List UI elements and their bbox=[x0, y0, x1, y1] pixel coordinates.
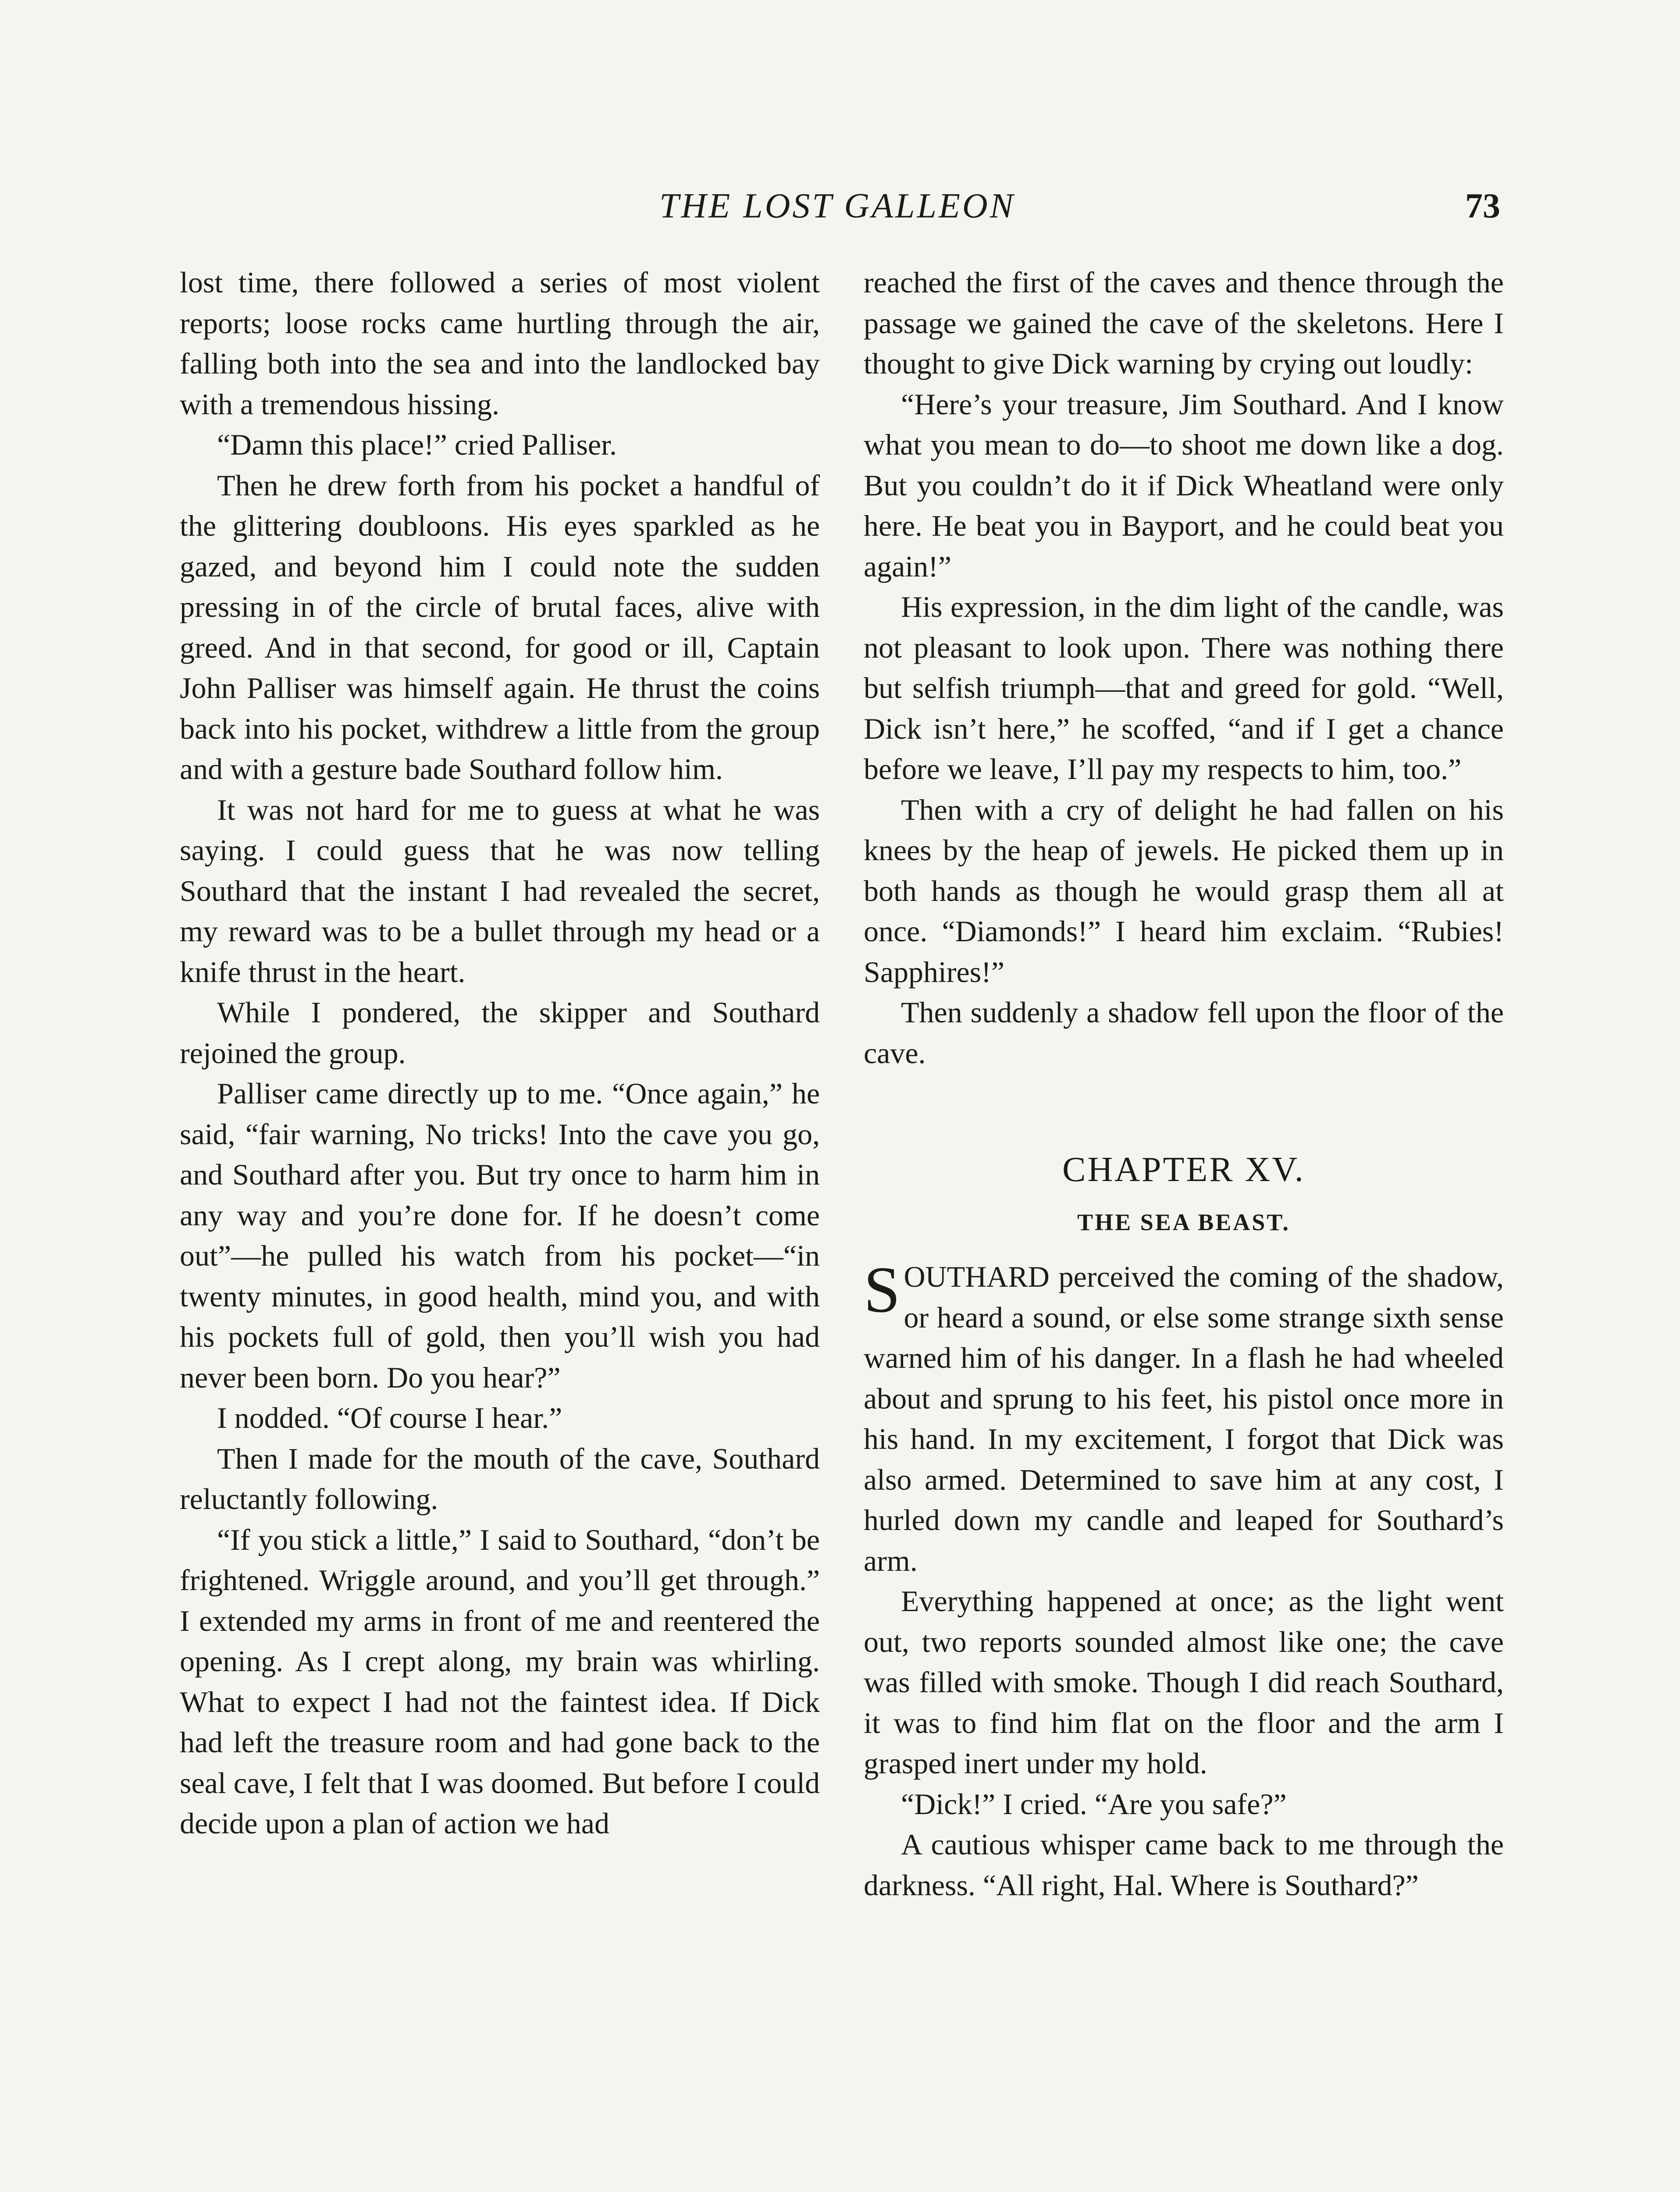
paragraph: A cautious whisper came back to me through the darkness. “All right, Hal. Where is Southard?” bbox=[864, 1828, 1504, 1902]
paragraph: Then suddenly a shadow fell upon the floor of the cave. bbox=[864, 996, 1504, 1070]
paragraph: Then with a cry of delight he had fallen on his knees by the heap of jewels. He picked them up in both hands as though he would grasp them all at once. “Diamonds!” I heard him exclaim. “Rubies! Sapphires!” bbox=[864, 793, 1504, 989]
paragraph: “If you stick a little,” I said to Southard, “don’t be frightened. Wriggle around, and you’ll get through.” I extended my arms in front of me and reentered the opening. As I crept along, my brain was whirling. What to expect I had not the faintest idea. If Dick had left the treasure room and had gone back to the seal cave, I felt that I was doomed. But before I could decide upon a plan of action we had bbox=[180, 1523, 820, 1840]
paragraph: His expression, in the dim light of the candle, was not pleasant to look upon. There was nothing there but selfish triumph—that and greed for gold. “Well, Dick isn’t here,” he scoffed, “and if I get a chance before we leave, I’ll pay my respects to him, too.” bbox=[864, 590, 1504, 786]
page-number: 73 bbox=[1465, 187, 1500, 225]
running-title: THE LOST GALLEON bbox=[659, 187, 1016, 225]
drop-cap: S bbox=[864, 1253, 901, 1326]
paragraph: “Dick!” I cried. “Are you safe?” bbox=[901, 1787, 1287, 1821]
paragraph: Then I made for the mouth of the cave, Southard reluctantly following. bbox=[180, 1441, 820, 1516]
paragraph: Then he drew forth from his pocket a handful of the glittering doubloons. His eyes sparkled as he gazed, and beyond him I could note the sudden pressing in of the circle of brutal faces, alive with greed. And in that second, for good or ill, Captain John Palliser was himself again. He thrust the coins back into his pocket, withdrew a little from the group and with a gesture bade Southard follow him. bbox=[180, 468, 820, 786]
paragraph: “Here’s your treasure, Jim Southard. And I know what you mean to do—to shoot me down like a dog. But you couldn’t do it if Dick Wheatland were only here. He beat you in Bayport, and he could beat you again!” bbox=[864, 387, 1504, 583]
chapter-subtitle: THE SEA BEAST. bbox=[1077, 1209, 1290, 1235]
paragraph: I nodded. “Of course I hear.” bbox=[217, 1401, 562, 1434]
opening-smallcaps: OUTHARD bbox=[904, 1260, 1050, 1293]
paragraph: “Damn this place!” cried Palliser. bbox=[217, 428, 617, 461]
opening-text: perceived the coming of the shadow, or heard a sound, or else some strange sixth sense warned him of his danger. In a flash he had wheeled about and sprung to his feet, his pistol once more in his hand. In my excitement, I forgot that Dick was also armed. Determined to save him at any cost, I hurled down my candle and leaped for Southard’s arm. bbox=[864, 1260, 1504, 1577]
paragraph: Palliser came directly up to me. “Once again,” he said, “fair warning, No tricks! Into the cave you go, and Southard after you. But try once to harm him in any way and you’re done for. If he doesn’t come out”—he pulled his watch from his pocket—“in twenty minutes, in good health, mind you, and with his pockets full of gold, then you’ll wish you had never been born. Do you hear?” bbox=[180, 1077, 820, 1394]
left-column bbox=[180, 262, 820, 1844]
paragraph: lost time, there followed a series of most violent reports; loose rocks came hurtling through the air, falling both into the sea and into the landlocked bay with a tremendous hissing. bbox=[180, 266, 820, 421]
paragraph: reached the first of the caves and thence through the passage we gained the cave of the skeletons. Here I thought to give Dick warning by crying out loudly: bbox=[864, 266, 1504, 380]
right-column bbox=[864, 262, 1504, 1905]
paragraph: While I pondered, the skipper and Southard rejoined the group. bbox=[180, 996, 820, 1070]
paragraph: Everything happened at once; as the light went out, two reports sounded almost like one; the cave was filled with smoke. Though I did reach Southard, it was to find him flat on the floor and the arm I grasped inert under my hold. bbox=[864, 1584, 1504, 1780]
paragraph: It was not hard for me to guess at what he was saying. I could guess that he was now telling Southard that the instant I had revealed the secret, my reward was to be a bullet through my head or a knife thrust in the heart. bbox=[180, 793, 820, 989]
chapter-title: CHAPTER XV. bbox=[1062, 1150, 1305, 1189]
chapter-opening-paragraph bbox=[864, 1253, 1504, 1581]
